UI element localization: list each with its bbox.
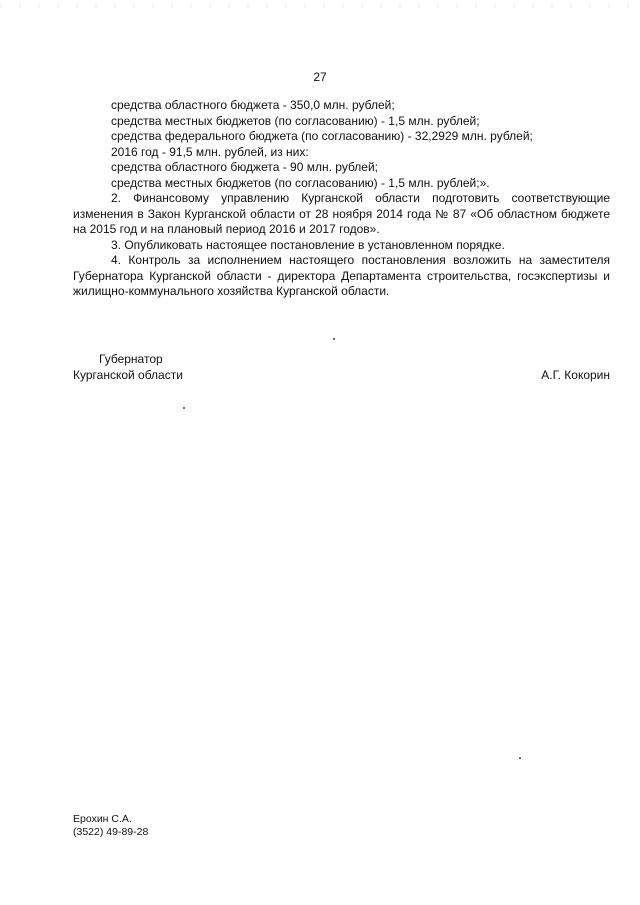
page-number: 27: [313, 70, 327, 84]
document-body: [73, 98, 610, 300]
scan-speck: [519, 757, 521, 759]
body-line: средства областного бюджета - 90 млн. рублей;: [111, 160, 378, 174]
paragraph-item-4: 4. Контроль за исполнением настоящего постановления возложить на заместителя Губернатора Курганской области - директора Департамента строительства, госэкспертизы и жилищно-коммунального хозяйства Курганской области.: [73, 253, 610, 298]
body-line: средства местных бюджетов (по согласованию) - 1,5 млн. рублей;».: [111, 175, 490, 190]
body-line: средства областного бюджета - 350,0 млн. рублей;: [111, 98, 395, 112]
signatory-title: [73, 352, 183, 383]
body-line: 2016 год - 91,5 млн. рублей, из них:: [111, 144, 309, 159]
executor-name: Ерохин С.А.: [73, 813, 132, 825]
body-line: средства федерального бюджета (по согласованию) - 32,2929 млн. рублей;: [111, 129, 533, 143]
paragraph-item-2: 2. Финансовому управлению Курганской области подготовить соответствующие изменения в Закон Курганской области от 28 ноября 2014 года № 87 «Об областном бюджете на 2015 год и на плановый период 2016 и 2017 годов».: [73, 191, 610, 236]
paragraph-item-3: 3. Опубликовать настоящее постановление в установленном порядке.: [111, 237, 505, 252]
signatory-title-line1: Губернатор: [99, 352, 163, 366]
scan-speck: [183, 407, 185, 409]
scan-speck: [333, 338, 335, 340]
signatory-name: А.Г. Кокорин: [541, 368, 610, 382]
executor-info: [73, 813, 148, 839]
executor-phone: (3522) 49-89-28: [73, 826, 149, 838]
signatory-title-line2: Курганской области: [73, 367, 183, 382]
scan-artifact-strip: [0, 4, 640, 8]
body-line: средства местных бюджетов (по согласованию) - 1,5 млн. рублей;: [111, 113, 480, 128]
